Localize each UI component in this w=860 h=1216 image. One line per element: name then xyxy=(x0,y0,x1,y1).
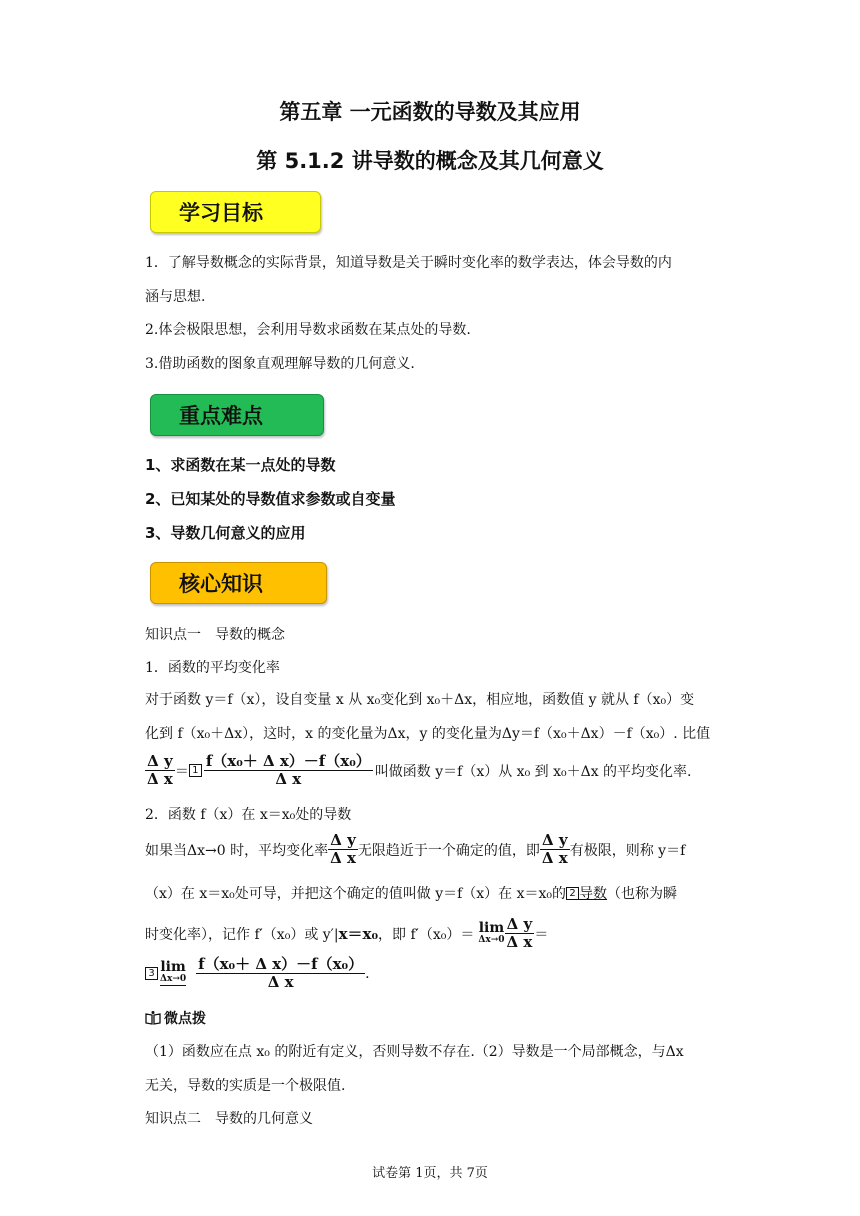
point1-heading: 知识点一 导数的概念 xyxy=(145,627,285,643)
period: . xyxy=(365,965,370,982)
tip-line-2: 无关，导数的实质是一个极限值. xyxy=(145,1078,346,1094)
core-knowledge-banner-label: 核心知识 xyxy=(179,572,263,596)
fraction-denominator: Δ x xyxy=(275,770,302,788)
chapter-title: 第五章 一元函数的导数及其应用 xyxy=(279,100,581,124)
difference-quotient-fraction xyxy=(204,753,373,788)
goals-banner xyxy=(150,191,321,233)
sub1-heading: 1．函数的平均变化率 xyxy=(145,660,280,676)
fraction-numerator: f（x₀＋ Δ x）－f（x₀） xyxy=(205,752,371,770)
deriv-line2-part-a: （x）在 x＝x₀处可导，并把这个确定的值叫做 y＝f（x）在 x＝x₀的 xyxy=(145,886,567,902)
fraction-numerator: Δ y xyxy=(506,915,533,933)
fraction-numerator: Δ y xyxy=(147,752,173,770)
deriv-line1-part-a: 如果当Δx→0 时，平均变化率 xyxy=(145,842,329,859)
lim-subscript: Δx→0 xyxy=(478,934,505,945)
fraction-denominator: Δ x xyxy=(147,770,173,788)
page-footer: 试卷第 1页，共 7页 xyxy=(372,1166,488,1181)
goal-item-3: 3.借助函数的图象直观理解导数的几何意义. xyxy=(145,356,415,372)
limit-operator xyxy=(478,919,505,946)
goal-item-1-line2: 涵与思想. xyxy=(145,289,206,305)
dy-over-dx-fraction xyxy=(540,832,570,867)
dy-over-dx-fraction xyxy=(505,916,535,951)
deriv-line2-part-c: （也称为瞬 xyxy=(607,886,678,902)
deriv-line-1 xyxy=(145,832,725,867)
fraction-denominator: Δ x xyxy=(506,933,533,951)
sub2-heading: 2．函数 f（x）在 x＝x₀处的导数 xyxy=(145,807,352,823)
deriv-line1-part-b: 无限趋近于一个确定的值，即 xyxy=(357,842,540,859)
core-knowledge-banner xyxy=(150,562,327,604)
dy-over-dx-fraction xyxy=(328,832,358,867)
fraction-numerator: f（x₀＋ Δ x）－f（x₀） xyxy=(198,955,364,973)
lim-subscript: Δx→0 xyxy=(160,974,187,984)
dy-over-dx-fraction xyxy=(145,753,175,788)
tip-label xyxy=(145,1008,206,1028)
avg-rate-line1: 对于函数 y＝f（x），设自变量 x 从 x₀变化到 x₀＋Δx，相应地，函数值 y 就从 f（x₀）变 xyxy=(145,692,695,708)
goal-item-2: 2.体会极限思想，会利用导数求函数在某点处的导数. xyxy=(145,322,471,338)
fraction-denominator: Δ x xyxy=(267,973,294,991)
key-points-banner xyxy=(150,394,324,436)
goals-banner-label: 学习目标 xyxy=(179,201,263,225)
fraction-denominator: Δ x xyxy=(330,849,356,867)
limit-operator xyxy=(160,961,186,986)
key-points-banner-label: 重点难点 xyxy=(179,404,263,428)
difference-quotient-fraction xyxy=(196,956,365,991)
book-icon xyxy=(145,1010,161,1026)
avg-rate-tail: 叫做函数 y＝f（x）从 x₀ 到 x₀＋Δx 的平均变化率. xyxy=(374,763,692,780)
lecture-title: 第 5.1.2 讲导数的概念及其几何意义 xyxy=(256,149,604,173)
key-point-2: 2、已知某处的导数值求参数或自变量 xyxy=(145,490,396,508)
key-point-1: 1、求函数在某一点处的导数 xyxy=(145,456,336,474)
fraction-numerator: Δ y xyxy=(330,831,356,849)
deriv-line-4 xyxy=(145,956,725,991)
blank-3-marker: 3 xyxy=(145,967,158,980)
equals-sign: ＝ xyxy=(174,763,189,780)
tip-label-text: 微点拨 xyxy=(164,1011,206,1027)
blank-1-marker: 1 xyxy=(189,764,202,777)
tip-line-1: （1）函数应在点 x₀ 的附近有定义，否则导数不存在.（2）导数是一个局部概念，与Δx xyxy=(145,1044,684,1060)
deriv-line1-part-c: 有极限，则称 y＝f xyxy=(569,842,686,859)
point2-heading: 知识点二 导数的几何意义 xyxy=(145,1111,313,1127)
derivative-term: 导数 xyxy=(579,886,608,902)
goal-item-1-line1: 1．了解导数概念的实际背景，知道导数是关于瞬时变化率的数学表达，体会导数的内 xyxy=(145,255,672,271)
fraction-denominator: Δ x xyxy=(541,849,568,867)
key-point-3: 3、导数几何意义的应用 xyxy=(145,524,306,542)
lim-text: lim xyxy=(160,959,186,975)
deriv-line3-part-a: 时变化率），记作 f′（x₀）或 y′| xyxy=(145,926,339,943)
deriv-line3-part-c: ，即 f′（x₀）＝ xyxy=(378,926,475,943)
deriv-line-3 xyxy=(145,916,725,951)
avg-rate-line2: 化到 f（x₀＋Δx），这时，x 的变化量为Δx，y 的变化量为Δy＝f（x₀＋Δx）－f（x₀）. 比值 xyxy=(145,726,711,742)
lim-text: lim xyxy=(478,919,505,936)
evaluation-subscript: x＝x₀ xyxy=(338,925,379,943)
equals-sign: ＝ xyxy=(534,926,549,943)
avg-rate-formula xyxy=(145,753,725,788)
deriv-line-2 xyxy=(145,883,725,903)
fraction-numerator: Δ y xyxy=(542,831,568,849)
blank-2-marker: 2 xyxy=(566,887,579,900)
